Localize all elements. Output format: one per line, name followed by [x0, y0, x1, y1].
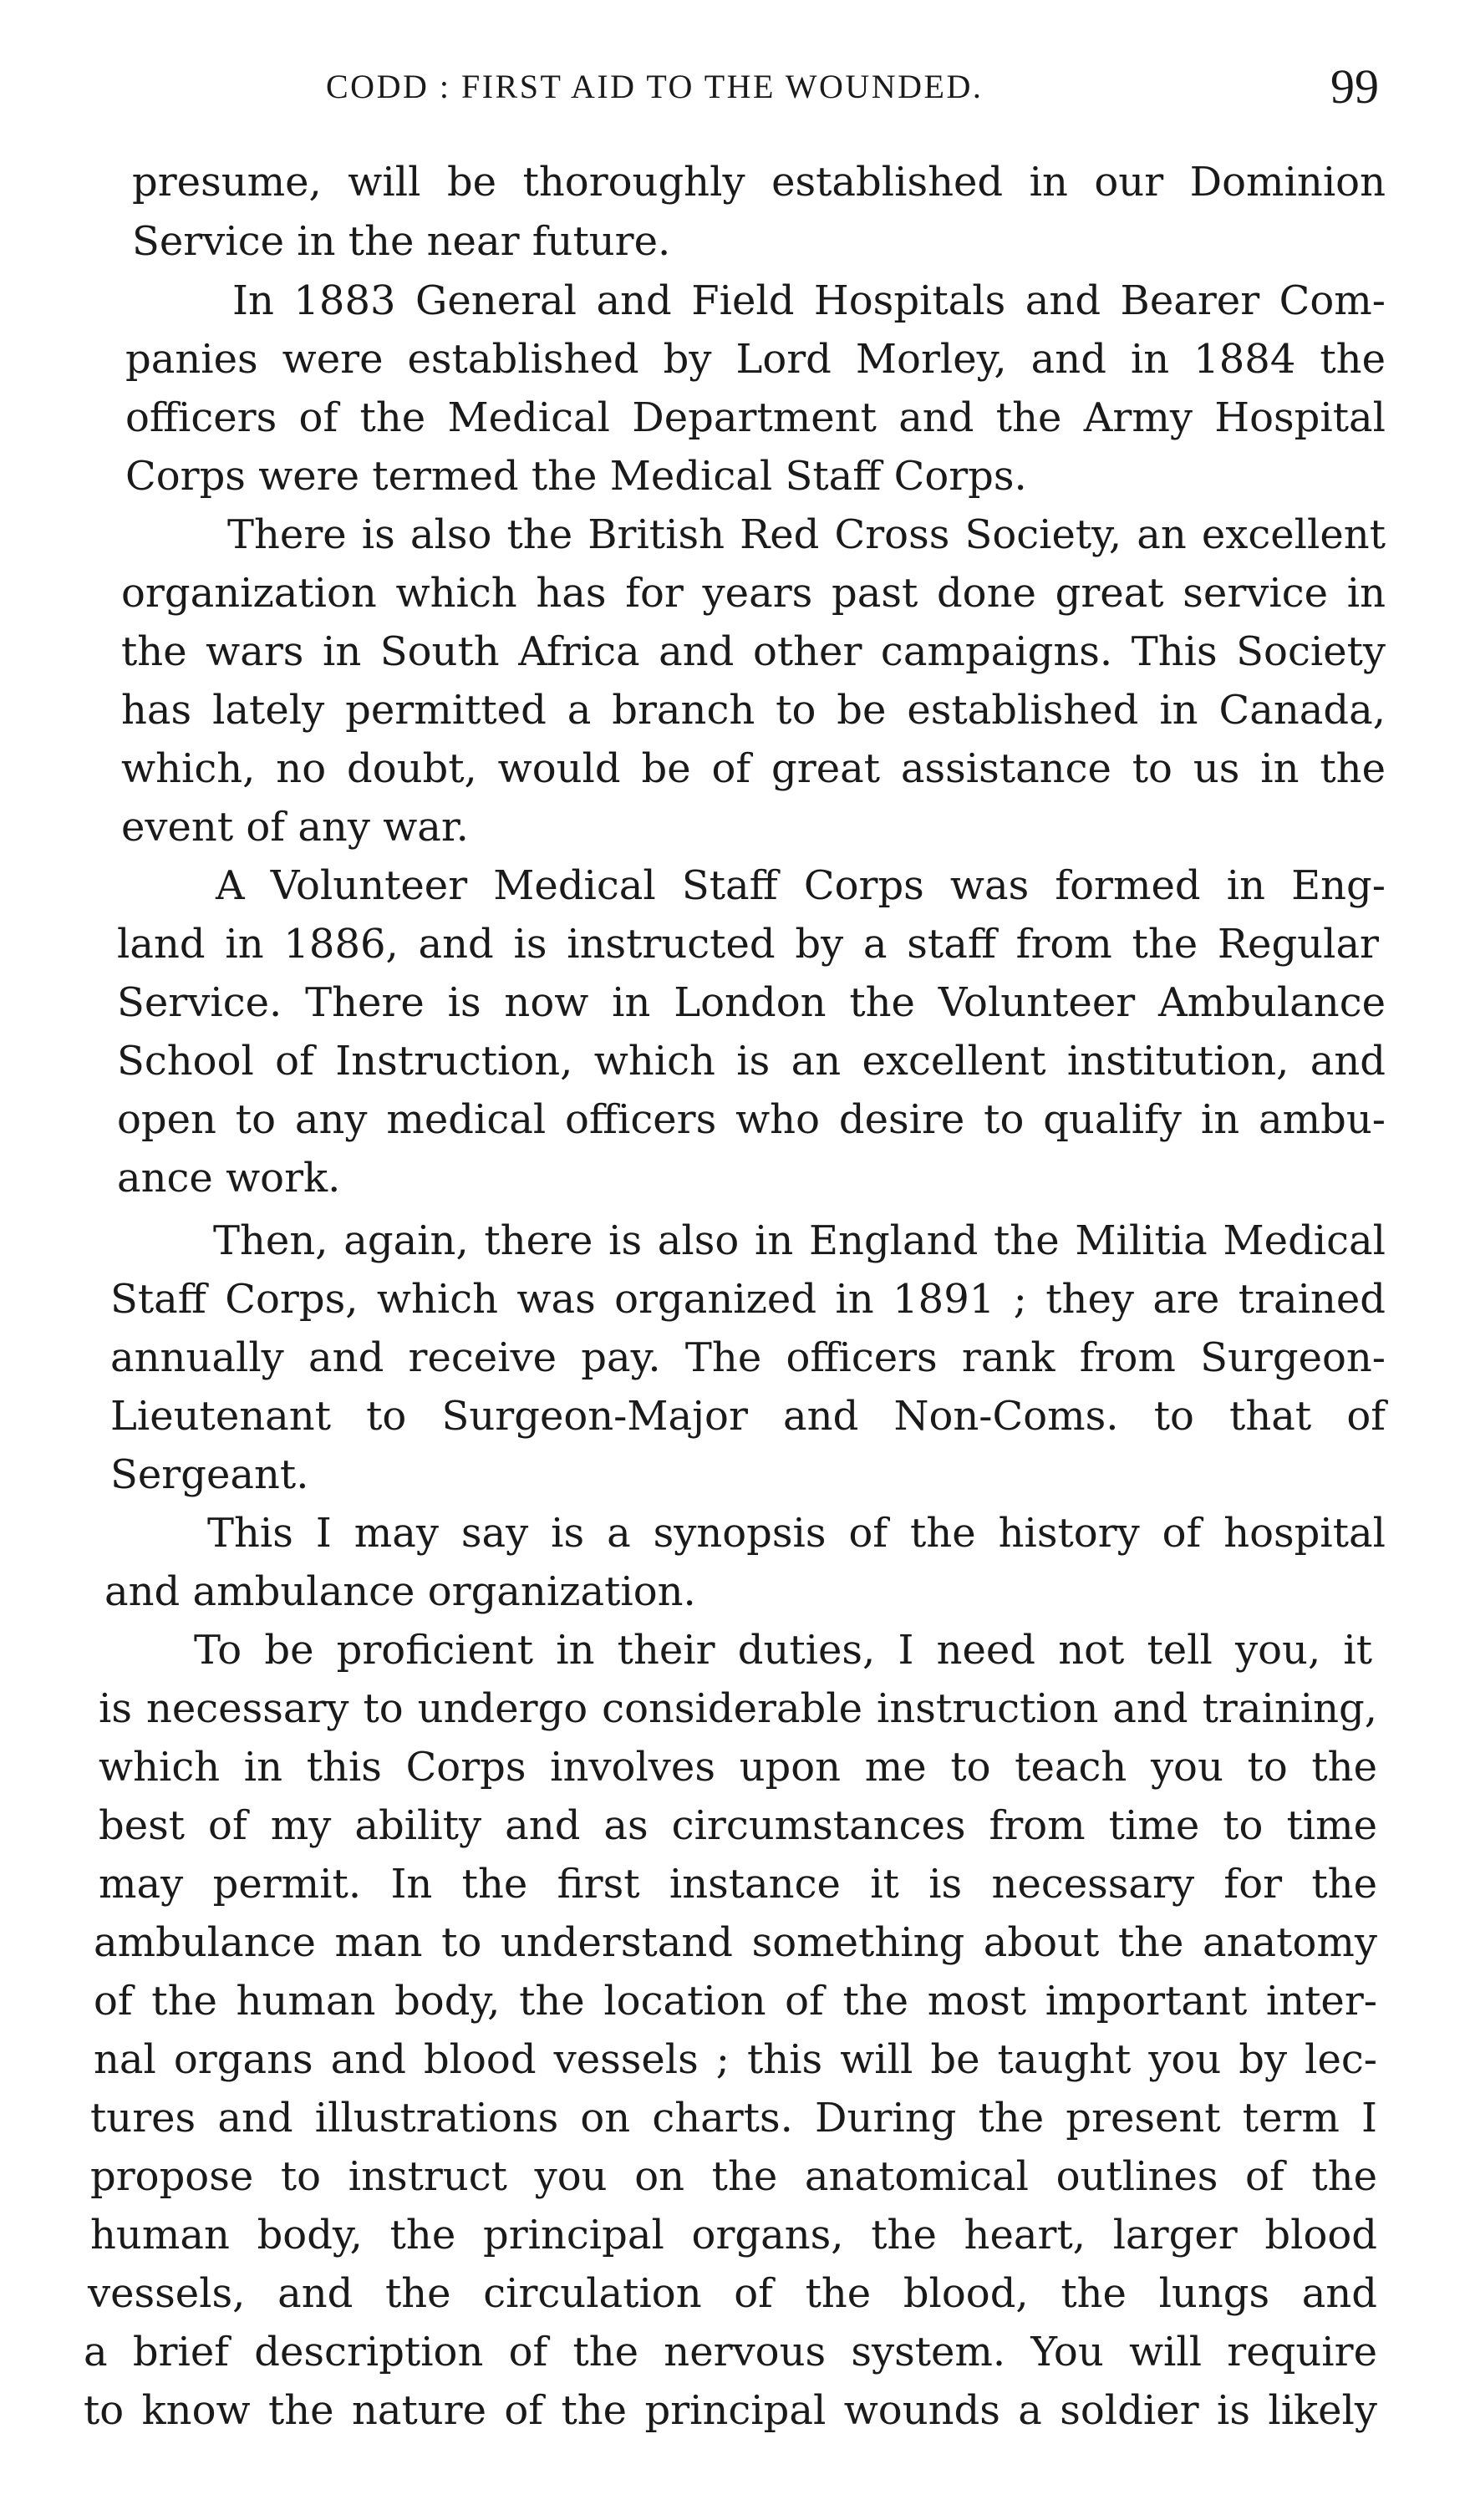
text-line: a brief description of the nervous system. You will require: [84, 2329, 1377, 2375]
text-line: There is also the British Red Cross Society, an excellent: [227, 511, 1386, 558]
text-line: human body, the principal organs, the heart, larger blood: [90, 2212, 1377, 2258]
text-line: ambulance man to understand something about the anatomy: [94, 1919, 1377, 1966]
text-line: which in this Corps involves upon me to teach you to the: [99, 1744, 1377, 1791]
text-line: Sergeant.: [110, 1451, 309, 1498]
text-line: Service in the near future.: [132, 218, 671, 265]
text-line: propose to instruct you on the anatomical outlines of the: [90, 2153, 1377, 2200]
text-line: land in 1886, and is instructed by a staff from the Regular: [117, 921, 1379, 968]
text-line: ance work.: [117, 1155, 341, 1202]
text-line: In 1883 General and Field Hospitals and Bearer Com-: [232, 277, 1386, 324]
text-line: may permit. In the first instance it is necessary for the: [99, 1861, 1377, 1908]
text-line: event of any war.: [121, 804, 469, 851]
text-line: annually and receive pay. The officers rank from Surgeon-: [110, 1334, 1386, 1381]
text-line: presume, will be thoroughly established in our Dominion: [132, 159, 1386, 206]
text-line: A Volunteer Medical Staff Corps was formed in Eng-: [216, 862, 1386, 909]
text-line: best of my ability and as circumstances from time to time: [99, 1802, 1377, 1849]
text-line: panies were established by Lord Morley, and in 1884 the: [125, 336, 1386, 383]
text-line: Then, again, there is also in England the Militia Medical: [213, 1217, 1386, 1264]
text-line: to know the nature of the principal wounds a soldier is likely: [84, 2387, 1377, 2434]
running-title: CODD : FIRST AID TO THE WOUNDED.: [326, 68, 984, 105]
text-line: nal organs and blood vessels ; this will be taught you by lec-: [94, 2036, 1377, 2083]
text-line: officers of the Medical Department and the Army Hospital: [125, 394, 1386, 441]
text-line: of the human body, the location of the most important inter-: [94, 1978, 1377, 2025]
text-line: which, no doubt, would be of great assistance to us in the: [121, 745, 1386, 792]
text-line: To be proficient in their duties, I need not tell you, it: [194, 1627, 1372, 1674]
text-line: vessels, and the circulation of the blood, the lungs and: [88, 2270, 1377, 2317]
text-line: tures and illustrations on charts. During the present term I: [90, 2095, 1377, 2141]
text-line: Corps were termed the Medical Staff Corps.: [125, 453, 1027, 500]
text-line: is necessary to undergo considerable instruction and training,: [99, 1685, 1377, 1732]
text-line: Service. There is now in London the Volunteer Ambulance: [117, 979, 1386, 1026]
page-number: 99: [1330, 59, 1379, 114]
text-line: organization which has for years past done great service in: [121, 570, 1386, 617]
text-line: Lieutenant to Surgeon-Major and Non-Coms. to that of: [110, 1393, 1386, 1440]
text-line: School of Instruction, which is an excellent institution, and: [117, 1038, 1386, 1085]
text-line: has lately permitted a branch to be established in Canada,: [121, 687, 1386, 734]
text-line: and ambulance organization.: [104, 1568, 696, 1615]
text-line: This I may say is a synopsis of the history of hospital: [207, 1510, 1386, 1557]
text-line: Staff Corps, which was organized in 1891 ; they are trained: [110, 1276, 1386, 1323]
text-line: the wars in South Africa and other campaigns. This Society: [121, 628, 1386, 675]
text-line: open to any medical officers who desire to qualify in ambu-: [117, 1096, 1386, 1143]
